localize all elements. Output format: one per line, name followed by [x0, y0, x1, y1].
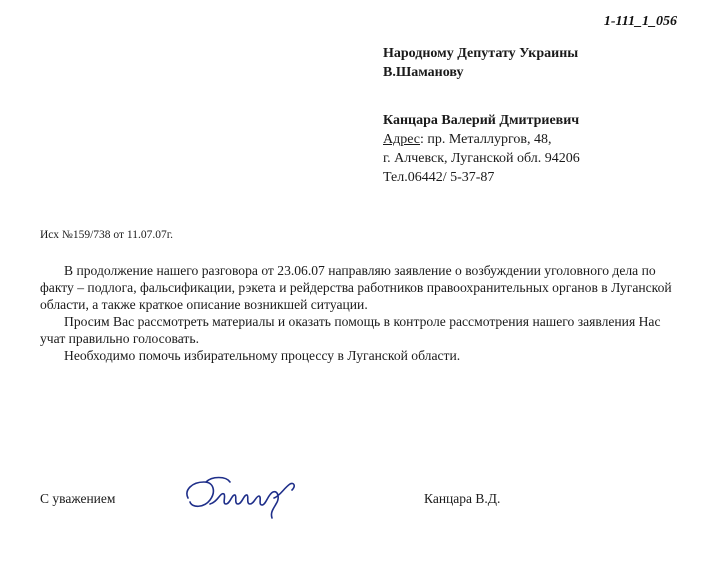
- body-paragraph-3: Необходимо помочь избирательному процессу в Луганской области.: [64, 348, 461, 363]
- body-paragraph-1: В продолжение нашего разговора от 23.06.07 направляю заявление о возбуждении уголовного дела по факту – подлога, фальсификации, рэкета и рейдерства работников правоохранительных органов в Луганской области, а также краткое описание возникшей ситуации.: [40, 263, 672, 312]
- document-code: 1-111_1_056: [603, 14, 677, 29]
- signer-name: Канцара В.Д.: [424, 491, 501, 506]
- signature-image: [180, 468, 310, 524]
- recipient-name: В.Шаманову: [383, 65, 464, 80]
- sender-block: [383, 111, 580, 187]
- closing-phrase: С уважением: [40, 491, 116, 506]
- sender-phone: Тел.06442/ 5-37-87: [383, 170, 495, 185]
- recipient-title: Народному Депутату Украины: [383, 46, 579, 61]
- letter-body: [40, 262, 680, 364]
- sender-address-line2: г. Алчевск, Луганской обл. 94206: [383, 151, 580, 166]
- body-paragraph-2: Просим Вас рассмотреть материалы и оказать помощь в контроле рассмотрения нашего заявления Нас учат правильно голосовать.: [40, 314, 661, 346]
- sender-name: Канцара Валерий Дмитриевич: [383, 113, 580, 128]
- sender-address-line1: [383, 130, 580, 149]
- address-label: Адрес: [383, 132, 421, 147]
- recipient-block: [383, 44, 578, 82]
- address-text: : пр. Металлургов, 48,: [420, 132, 552, 147]
- outgoing-reference: Исх №159/738 от 11.07.07г.: [40, 229, 174, 241]
